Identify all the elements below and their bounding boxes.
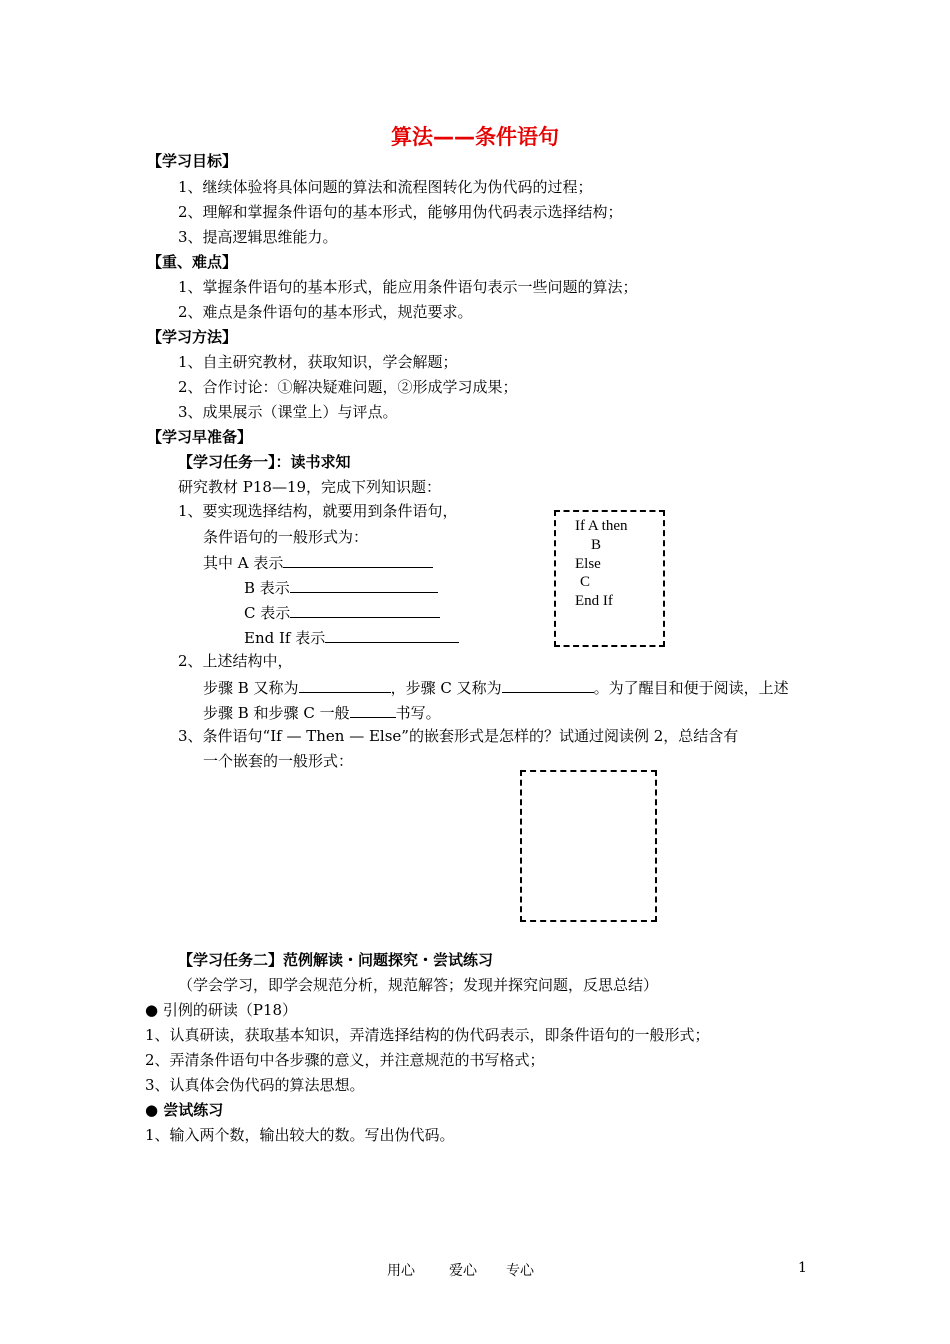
q2-line1: 2、上述结构中， [178,652,293,670]
page-number: 1 [798,1260,807,1276]
page-title: 算法——条件语句 [391,125,559,149]
q1-a-row [203,551,433,573]
q1-endif-label: End If 表示 [244,629,326,647]
code-line-c: C [580,574,591,590]
q1-endif-blank[interactable] [325,626,459,643]
goal-item-3: 3、提高逻辑思维能力。 [178,228,338,246]
q1-b-label: B 表示 [244,579,290,597]
goal-item-2: 2、理解和掌握条件语句的基本形式，能够用伪代码表示选择结构； [178,203,623,221]
nested-form-box[interactable] [520,770,657,922]
keypoint-item-1: 1、掌握条件语句的基本形式，能应用条件语句表示一些问题的算法； [178,278,638,296]
q2-blank-write[interactable] [350,701,396,718]
exercise-1: 1、输入两个数，输出较大的数。写出伪代码。 [145,1126,455,1144]
footer-text-1: 用心 [387,1263,415,1279]
q1-a-blank[interactable] [283,551,433,568]
q2-line3-a: 步骤 B 和步骤 C 一般 [203,704,350,722]
task2-item-2: 2、弄清条件语句中各步骤的意义，并注意规范的书写格式； [145,1051,545,1069]
footer-text-3: 专心 [506,1263,534,1279]
q1-c-row [244,601,440,623]
q1-a-label: 其中 A 表示 [203,554,284,572]
q1-c-blank[interactable] [290,601,440,618]
q3-line1: 3、条件语句“If — Then — Else”的嵌套形式是怎样的？试通过阅读例 2，总结含有 [178,727,739,745]
keypoint-item-2: 2、难点是条件语句的基本形式，规范要求。 [178,303,473,321]
goal-item-1: 1、继续体验将具体问题的算法和流程图转化为伪代码的过程； [178,178,593,196]
task2-heading: 【学习任务二】范例解读・问题探究・尝试练习 [178,951,494,969]
q2-line2 [203,676,789,698]
code-line-if: If A then [575,518,628,534]
q2-blank-b[interactable] [299,676,391,693]
q2-line3-b: 书写。 [395,704,441,722]
q1-endif-row [244,626,459,648]
q2-line2-a: 步骤 B 又称为 [203,679,299,697]
method-item-2: 2、合作讨论：①解决疑难问题，②形成学习成果； [178,378,518,396]
keypoints-heading: 【重、难点】 [147,253,238,271]
task1-intro: 研究教材 P18—19，完成下列知识题： [178,478,442,496]
q2-line2-b: ，步骤 C 又称为 [390,679,502,697]
prep-heading: 【学习早准备】 [147,428,253,446]
methods-heading: 【学习方法】 [147,328,238,346]
q1-line1: 1、要实现选择结构，就要用到条件语句， [178,502,458,520]
q1-line2: 条件语句的一般形式为： [203,528,369,546]
bullet-try-practice: ● 尝试练习 [145,1101,224,1119]
task2-note: （学会学习，即学会规范分析，规范解答；发现并探究问题，反思总结） [178,976,659,994]
goals-heading: 【学习目标】 [147,152,238,170]
q1-c-label: C 表示 [244,604,291,622]
q2-blank-c[interactable] [502,676,594,693]
method-item-1: 1、自主研究教材，获取知识，学会解题； [178,353,458,371]
task1-heading: 【学习任务一】：读书求知 [178,453,351,471]
code-line-b: B [591,537,602,553]
q1-b-row [244,576,438,598]
q2-line3 [203,701,441,723]
footer-text-2: 爱心 [449,1263,477,1279]
task2-item-1: 1、认真研读，获取基本知识，弄清选择结构的伪代码表示，即条件语句的一般形式； [145,1026,710,1044]
task2-item-3: 3、认真体会伪代码的算法思想。 [145,1076,365,1094]
q3-line2: 一个嵌套的一般形式： [203,752,354,770]
method-item-3: 3、成果展示（课堂上）与评点。 [178,403,398,421]
bullet-intro-study: ● 引例的研读（P18） [145,1001,298,1019]
code-line-else: Else [575,556,601,572]
q1-b-blank[interactable] [290,576,438,593]
q2-line2-c: 。为了醒目和便于阅读，上述 [593,679,789,697]
code-line-endif: End If [575,593,613,609]
